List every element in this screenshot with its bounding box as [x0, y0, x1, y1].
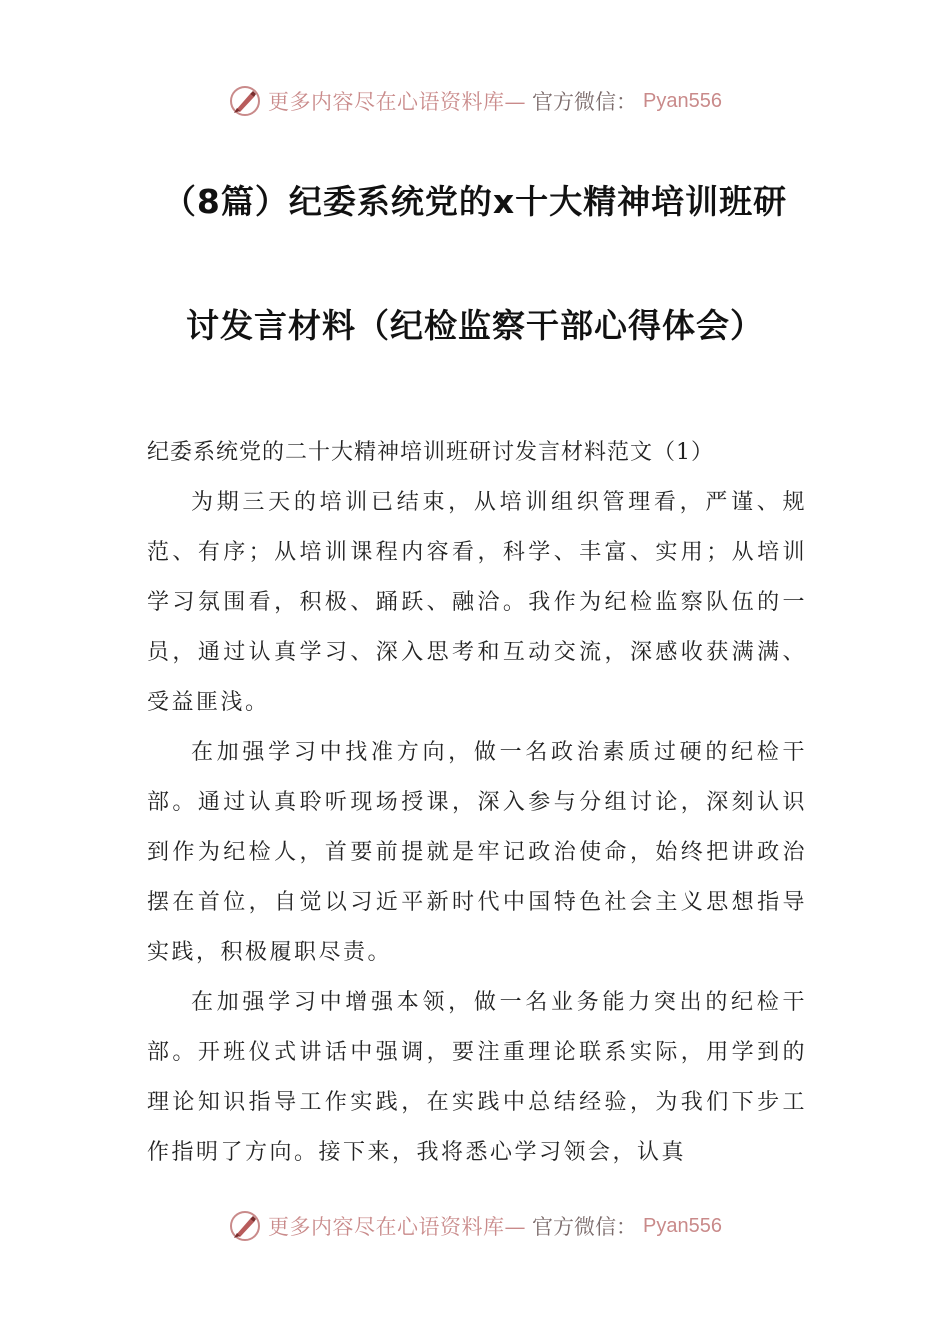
- footer-watermark: [0, 1209, 950, 1243]
- document-title-line-2: 讨发言材料（纪检监察干部心得体会）: [186, 306, 764, 345]
- watermark-text: 更多内容尽在心语资料库—: [268, 1215, 527, 1239]
- document-body: [147, 428, 807, 1178]
- section-subheading: 纪委系统党的二十大精神培训班研讨发言材料范文（1）: [147, 440, 714, 465]
- watermark-wechat-label: 官方微信：: [532, 90, 638, 114]
- pen-logo-icon: [228, 1209, 262, 1243]
- watermark-wechat-id: Pyan556: [643, 1214, 722, 1237]
- header-watermark: [0, 84, 950, 118]
- document-title-line-1: （8篇）纪委系统党的x十大精神培训班研: [162, 182, 788, 221]
- paragraph-3: 在加强学习中增强本领，做一名业务能力突出的纪检干部。开班仪式讲话中强调，要注重理论联系实际，用学到的理论知识指导工作实践，在实践中总结经验，为我们下步工作指明了方向。接下来，我将悉心学习领会，认真: [147, 990, 807, 1165]
- paragraph-1: 为期三天的培训已结束，从培训组织管理看，严谨、规范、有序；从培训课程内容看，科学、丰富、实用；从培训学习氛围看，积极、踊跃、融洽。我作为纪检监察队伍的一员，通过认真学习、深入思考和互动交流，深感收获满满、受益匪浅。: [147, 490, 807, 715]
- pen-logo-icon: [228, 84, 262, 118]
- watermark-wechat-id: Pyan556: [643, 89, 722, 112]
- watermark-text: 更多内容尽在心语资料库—: [268, 90, 527, 114]
- paragraph-2: 在加强学习中找准方向，做一名政治素质过硬的纪检干部。通过认真聆听现场授课，深入参与分组讨论，深刻认识到作为纪检人，首要前提就是牢记政治使命，始终把讲政治摆在首位，自觉以习近平新时代中国特色社会主义思想指导实践，积极履职尽责。: [147, 740, 807, 965]
- watermark-wechat-label: 官方微信：: [532, 1215, 638, 1239]
